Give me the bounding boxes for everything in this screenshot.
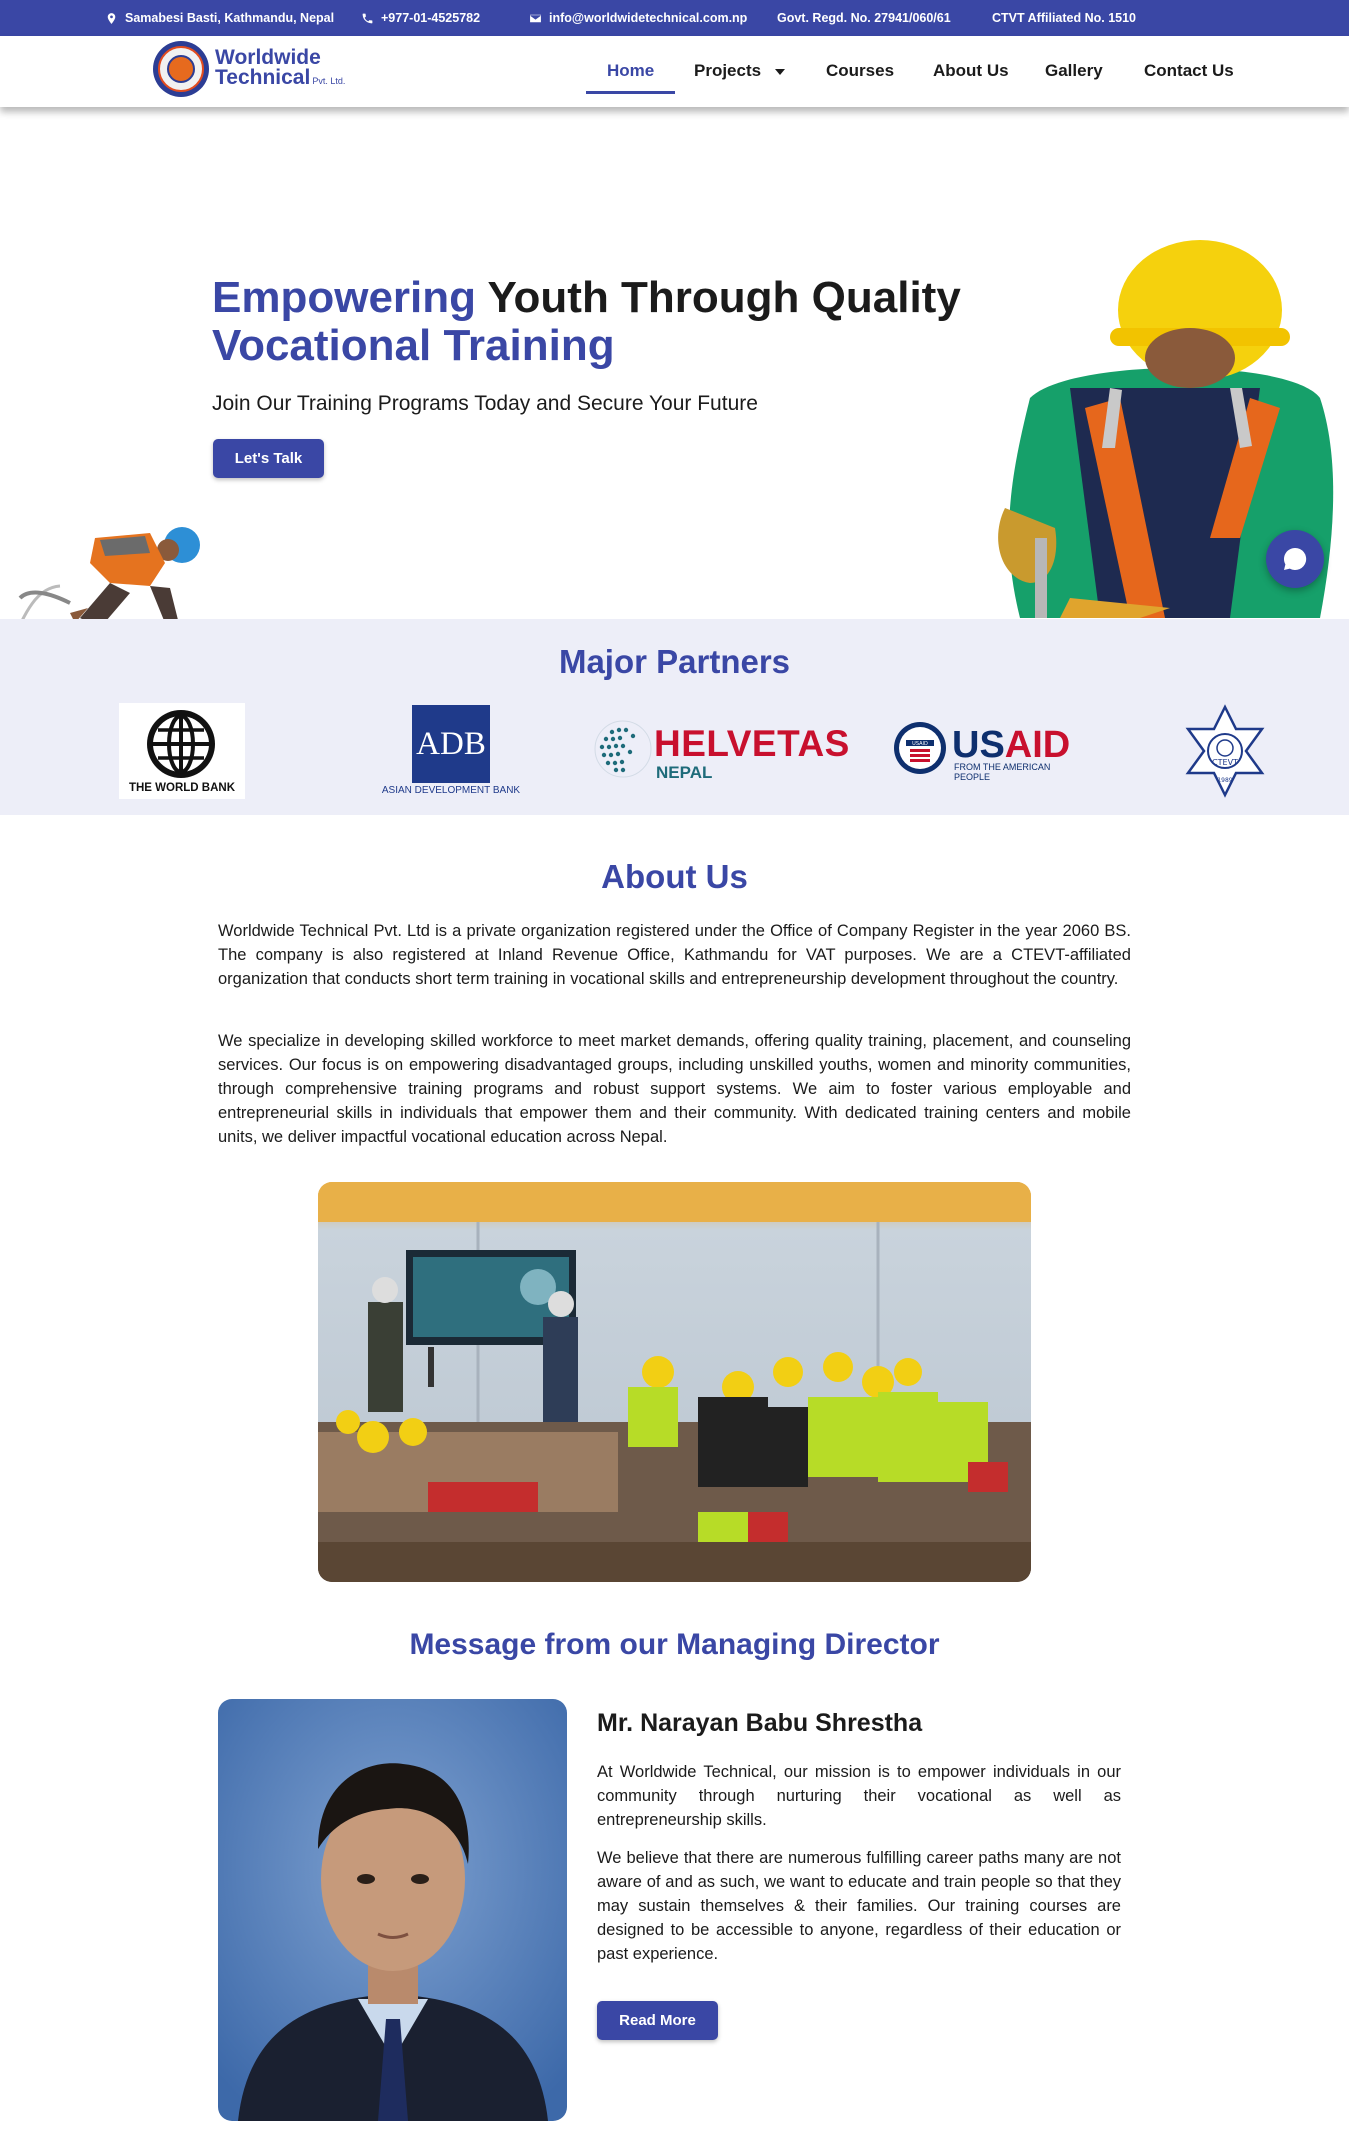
hero-subtitle: Join Our Training Programs Today and Secure Your Future (212, 392, 758, 415)
nav-gallery[interactable]: Gallery (1045, 61, 1103, 80)
usaid-wordmark (952, 724, 1070, 767)
email-item[interactable] (529, 0, 747, 36)
main-nav (0, 36, 1349, 107)
envelope-icon (529, 12, 542, 25)
training-session-photo (318, 1182, 1031, 1582)
site-header (0, 36, 1349, 107)
about-paragraph-2: We specialize in developing skilled workforce to meet market demands, offering quality training, placement, and counseling services. Our focus is on empowering disadvantaged groups, including unskilled youths, women and minority communities, through comprehensive training programs and robust support systems. We aim to foster various employable and entrepreneurial skills in individuals that empower them and their community. With dedicated training centers and mobile units, we deliver impactful vocational education across Nepal. (218, 1032, 1131, 1146)
usaid-aid: AID (1004, 724, 1071, 766)
email-text: info@worldwidetechnical.com.np (549, 11, 748, 25)
helvetas-globe-icon (592, 718, 654, 780)
map-pin-icon (105, 12, 118, 25)
usaid-tagline: FROM THE AMERICAN PEOPLE (954, 762, 1051, 782)
adb-logo[interactable] (380, 705, 522, 801)
regd-number (777, 0, 951, 36)
hero-title-rest: Youth Through Quality (476, 273, 961, 322)
nav-home[interactable]: Home (607, 61, 655, 80)
logo-suffix: Pvt. Ltd. (312, 75, 346, 86)
ctevt-star-emblem-icon (1180, 704, 1270, 798)
helvetas-logo[interactable] (592, 716, 852, 786)
director-paragraph-1: At Worldwide Technical, our mission is to empower individuals in our community through nurturing their vocational as well as entrepreneurship skills. (597, 1763, 1121, 1829)
hero-title (212, 274, 972, 370)
partners-section (0, 619, 1349, 815)
adb-mark: ADB (412, 705, 490, 783)
nav-projects-label: Projects (694, 61, 762, 80)
top-contact-bar (0, 0, 1349, 36)
nav-contact[interactable]: Contact Us (1144, 61, 1234, 80)
nav-active-indicator (586, 91, 675, 94)
phone-icon (361, 12, 374, 25)
address-item (105, 0, 334, 36)
director-portrait (218, 1699, 567, 2121)
ctvt-text: CTVT Affiliated No. 1510 (992, 11, 1137, 25)
world-bank-globe-icon (141, 707, 221, 781)
read-more-button[interactable]: Read More (597, 2001, 718, 2040)
phone-item[interactable] (361, 0, 480, 36)
usaid-seal-text: USAID (912, 741, 928, 747)
world-bank-caption: THE WORLD BANK (128, 782, 236, 794)
nav-projects[interactable] (694, 61, 785, 81)
helvetas-wordmark: HELVETAS (654, 723, 850, 764)
ctevt-logo[interactable] (1180, 704, 1270, 798)
usaid-logo[interactable] (892, 718, 1071, 782)
ctevt-label: CTEVT (1212, 758, 1238, 767)
chat-widget-button[interactable] (1266, 530, 1324, 588)
usaid-us: US (952, 724, 1005, 766)
about-paragraph-1: Worldwide Technical Pvt. Ltd is a private organization registered under the Office of Company Register in the year 2060 BS. The company is also registered at Inland Revenue Office, Kathmandu for VAT purposes. We are a CTEVT-affiliated organization that conducts short term training in vocational skills and entrepreneurship development throughout the country. (218, 922, 1131, 988)
partners-title: Major Partners (558, 643, 791, 680)
logo-line2-text: Technical (215, 65, 311, 89)
director-section-title: Message from our Managing Director (409, 1628, 940, 1661)
lets-talk-button[interactable]: Let's Talk (213, 439, 324, 478)
nav-courses[interactable]: Courses (826, 61, 895, 80)
helvetas-subtitle: NEPAL (656, 763, 713, 782)
logo-line1: Worldwide (215, 45, 321, 69)
ctevt-year: 1989 (1217, 777, 1233, 784)
hero-title-accent: Empowering (212, 273, 477, 322)
chat-bubble-icon (1280, 544, 1310, 574)
adb-caption: ASIAN DEVELOPMENT BANK (381, 785, 521, 796)
chevron-down-icon (775, 69, 785, 75)
world-bank-logo[interactable] (119, 703, 245, 799)
nav-about[interactable]: About Us (933, 61, 1009, 80)
phone-text: +977-01-4525782 (381, 11, 481, 25)
director-name: Mr. Narayan Babu Shrestha (597, 1709, 923, 1737)
ctvt-number (992, 0, 1136, 36)
about-title: About Us (601, 858, 748, 895)
director-paragraph-2: We believe that there are numerous fulfilling career paths many are not aware of and as such, we want to educate and train people so that they may sustain themselves & their families. Our training courses are designed to be accessible to anyone, regardless of their education or past experience. (597, 1849, 1121, 1963)
hero-title-line2: Vocational Training (212, 321, 615, 370)
usaid-seal-icon (892, 720, 948, 776)
regd-text: Govt. Regd. No. 27941/060/61 (777, 11, 951, 25)
address-text: Samabesi Basti, Kathmandu, Nepal (125, 11, 335, 25)
